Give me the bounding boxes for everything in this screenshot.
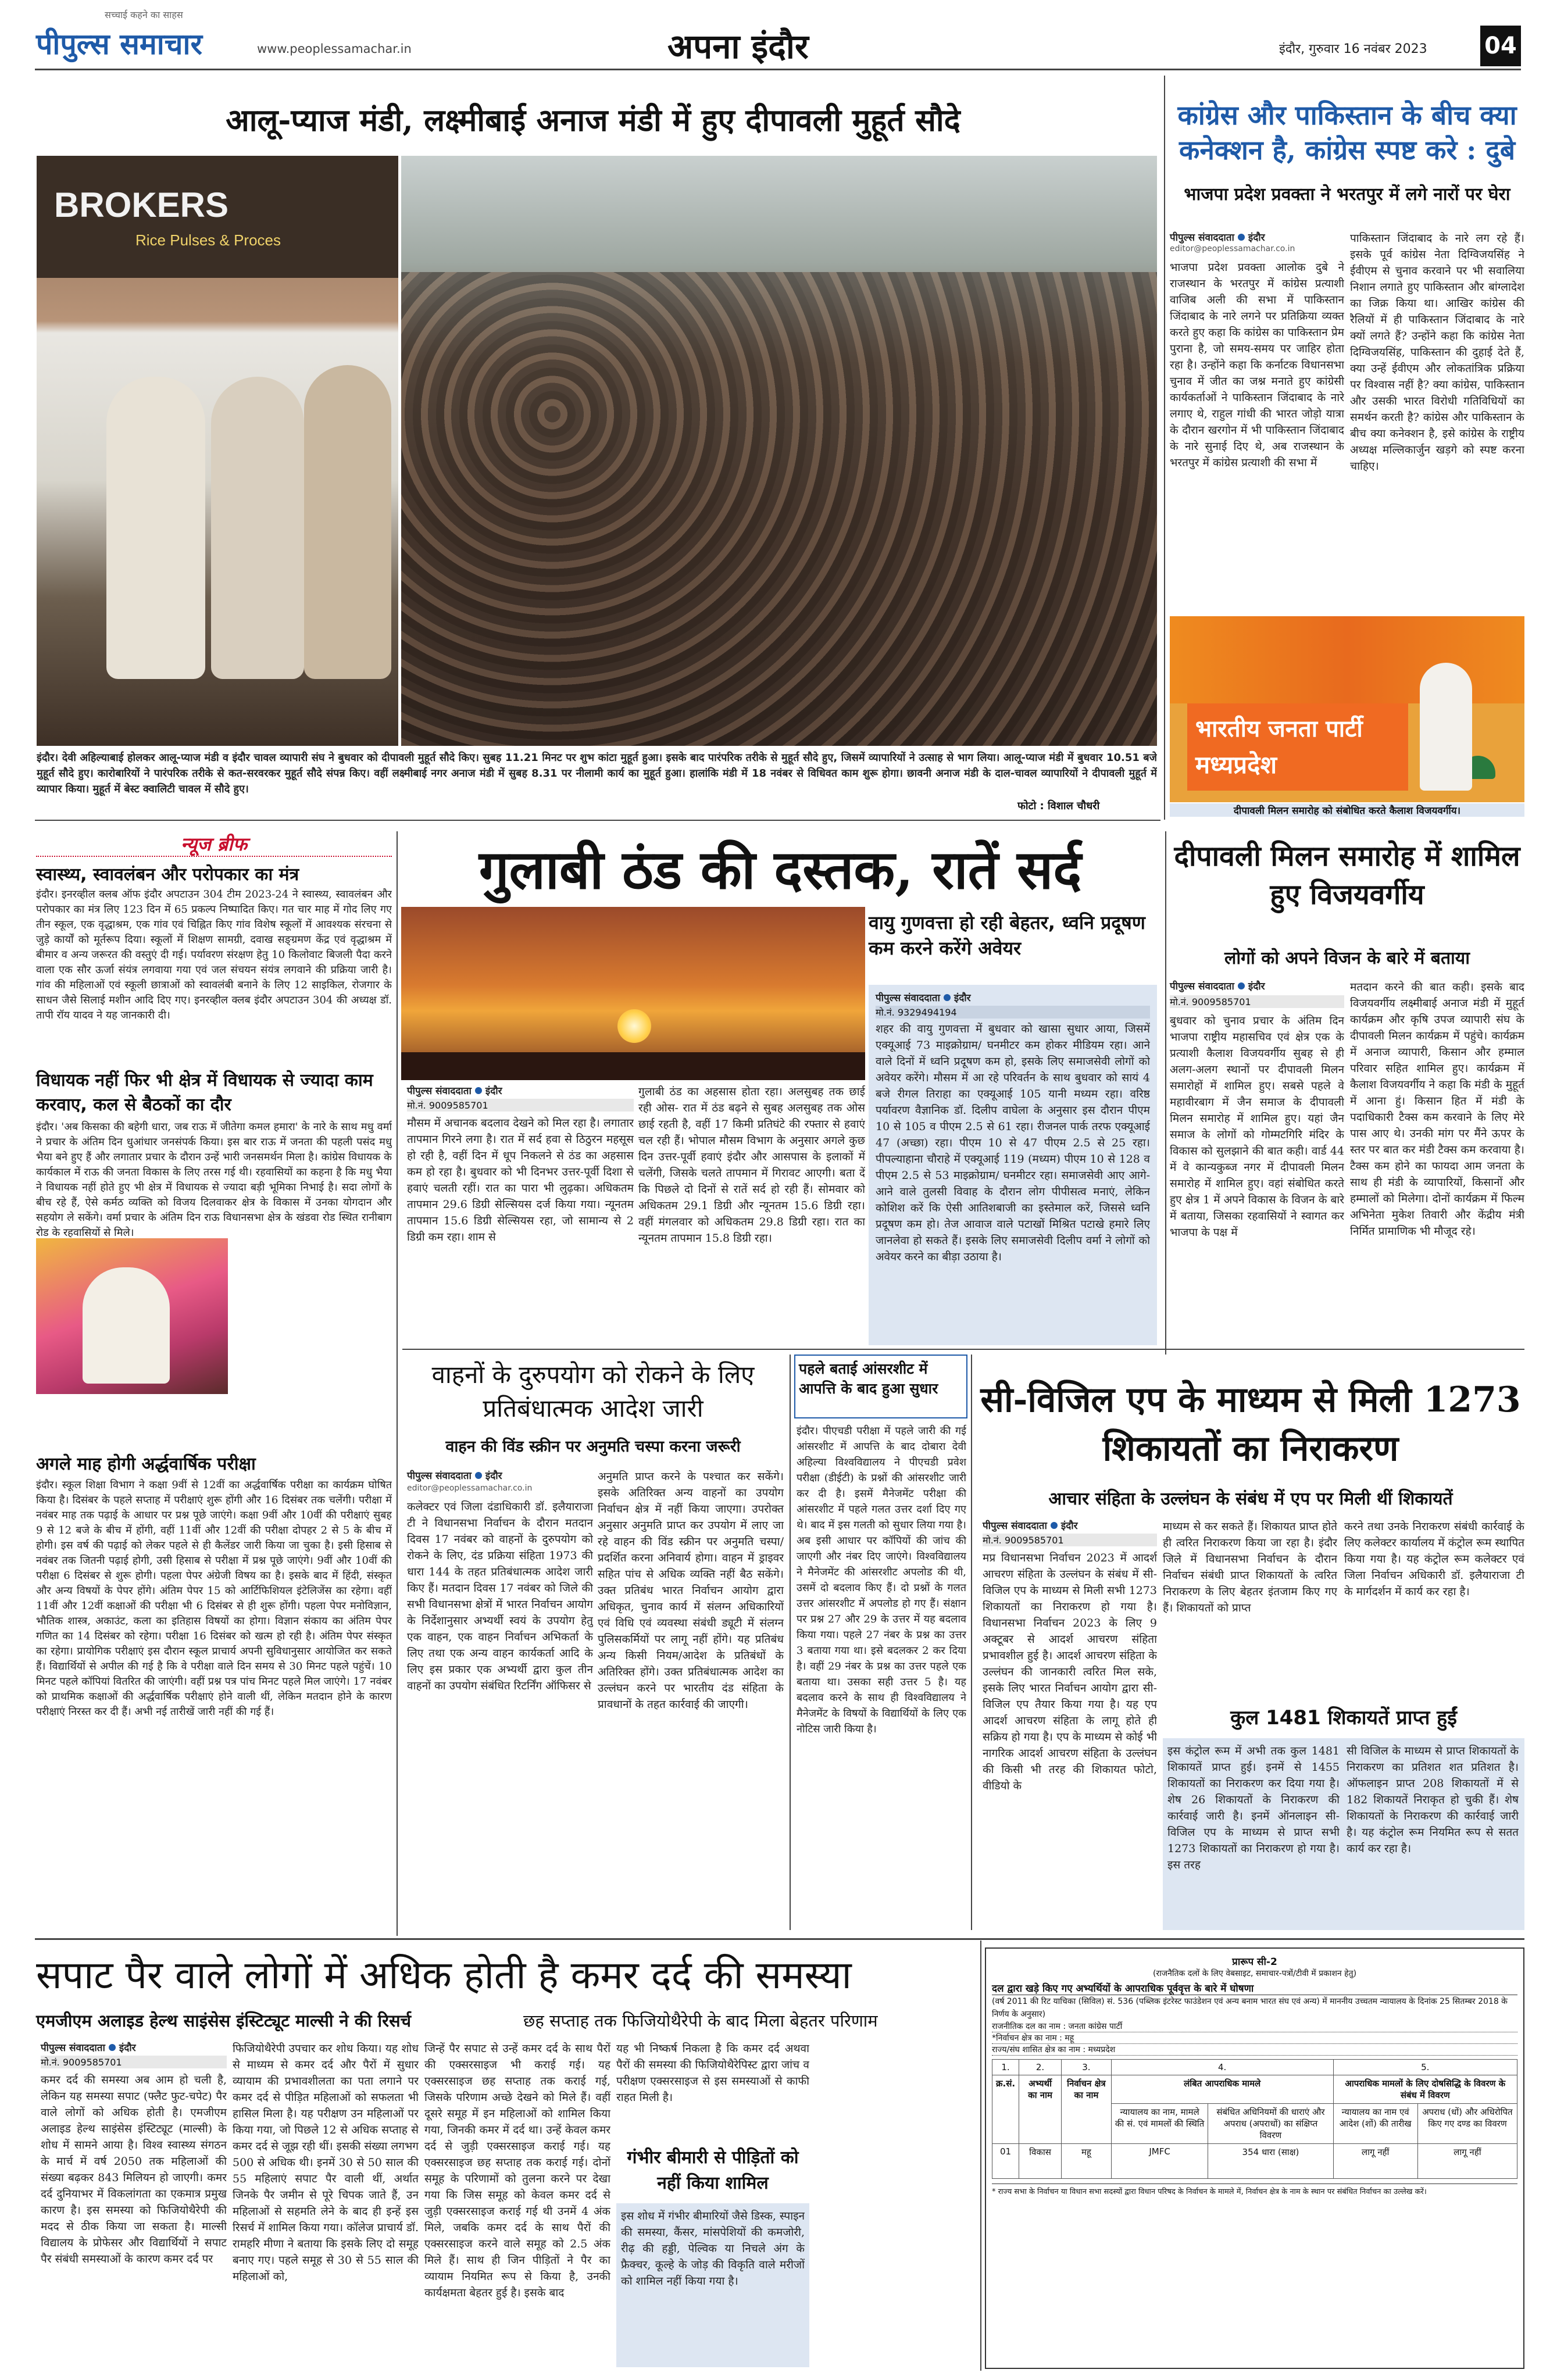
- notice-constituency: *निर्वाचन क्षेत्र का नाम : महू: [992, 2032, 1517, 2044]
- back-subhead-right: छह सप्ताह तक फिजियोथैरेपी के बाद मिला बेहतर परिणाम: [523, 2011, 878, 2031]
- vijay-col2: मतदान करने की बात कही। इसके बाद विजयवर्गीय लक्ष्मीबाई अनाज मंडी में मुहूर्त कार्यक्रम और कृषि उपज व्यापारी संघ के दीपावली मिलन कार्यक्रम में पहुंचे। कार्यक्रम में अनाज व्यापारी, किसान और हम्माल परिवार सहित शामिल हुए। कार्यक्रम में कैलाश विजयवर्गीय ने कहा कि मंडी के मुहूर्त में आना हुं। किसान हित में मंडी के पदाधिकारी टैक्स कम करवाने के लिए मेरे पास आए थे। उनकी मांग पर मैंने ऊपर के स्तर पर बात कर मंडी टैक्स कम करवाया है। टैक्स कम होने का फायदा आम जनता के साथ ही मंडी के व्यापारियों, किसानों और हम्मालों को मिलेगा। दोनों कार्यक्रम में फिल्म अभिनेता मुकेश तिवारी और केंद्रीय मंत्री निर्मित प्रामाणिक भी मौजूद रहे।: [1350, 981, 1524, 1238]
- news-brief-label: [36, 831, 392, 857]
- cold-mobile-right: मो.नं. 9329494194: [876, 1006, 1150, 1019]
- table-cell: 354 धारा (साक्ष): [1208, 2144, 1333, 2179]
- cold-byline-right: [876, 991, 971, 1004]
- masthead-rule: [35, 69, 1521, 70]
- mandi-headline: आलू-प्याज मंडी, लक्ष्मीबाई अनाज मंडी में हुए दीपावली मुहूर्त सौदे: [226, 102, 960, 138]
- answer-headline: पहले बताई आंसरशीट में आपत्ति के बाद हुआ सुधार: [799, 1360, 938, 1397]
- table-header: अभ्यर्थी का नाम: [1019, 2075, 1062, 2144]
- cold-headline: गुलाबी ठंड की दस्तक, रातें सर्द: [478, 838, 1082, 901]
- brief2-head: विधायक नहीं फिर भी क्षेत्र में विधायक से ज्यादा काम करवाए, कल से बैठकों का दौर: [36, 1070, 373, 1115]
- mandi-photo-credit: फोटो : विशाल चौधरी: [1012, 799, 1099, 813]
- vehicle-col2: अनुमति प्राप्त करने के पश्चात कर सकेंगे। इसके अतिरिक्त अन्य वाहनों का उपयोग निर्वाचन क्षेत्र में नहीं किया जाएगा। उपरोक्त अनुसार अनुमति प्राप्त कर उपयोग में लाए जा रहे वाहन की विंड स्क्रीन पर अनुमति चस्पा/प्रदर्शित करना अनिवार्य होगा। वाहन में ड्राइवर सहित पांच से अधिक व्यक्ति नहीं बैठ सकेंगे। उक्त प्रतिबंध भारत निर्वाचन आयोग द्वारा अधिकृत, चुनाव कार्य में संलग्न अधिकारियों एवं विधि एवं व्यवस्था संबंधी ड्यूटी में संलग्न पुलिसकर्मियों पर लागू नहीं होंगे। यह प्रतिबंध अन्य किसी नियम/आदेश के प्रतिबंधों के अतिरिक्त होंगे। उक्त प्रतिबंधात्मक आदेश का उल्लंघन करने पर भारतीय दंड संहिता के प्रावधानों के तहत कार्रवाई की जाएगी।: [598, 1470, 784, 1711]
- table-row: [992, 2144, 1517, 2179]
- table-row: [992, 2060, 1517, 2075]
- shop-sign: [37, 156, 398, 278]
- back-subhead-left: एमजीएम अलाइड हेल्थ साइंसेस इंस्टिट्यूट माल्सी ने की रिसर्च: [36, 2011, 411, 2031]
- byline-city: इंदौर: [954, 992, 971, 1004]
- mandi-photo-crowd: [401, 156, 1157, 746]
- cvigil-box-head: कुल 1481 शिकायतें प्राप्त हुईं: [1230, 1706, 1457, 1729]
- section-divider: [402, 1349, 1524, 1350]
- byline-city: इंदौर: [485, 1085, 502, 1097]
- table-cell: 3.: [1062, 2060, 1112, 2075]
- column-divider: [1165, 831, 1166, 1355]
- congress-photo: [1170, 616, 1524, 802]
- byline-city: इंदौर: [485, 1470, 502, 1482]
- byline-text: पीपुल्स संवाददाता: [983, 1520, 1047, 1532]
- news-brief-title: न्यूज ब्रीफ: [180, 833, 248, 855]
- byline-city: इंदौर: [1060, 1520, 1078, 1532]
- cold-col3: शहर की वायु गुणवत्ता में बुधवार को खासा सुधार आया, जिसमें एक्यूआई 73 माइक्रोग्राम/ घनमीटर कम होकर मीडियम रहा। आने वाले दिनों में ध्वनि प्रदूषण कम हो, इसके लिए समाजसेवी लोगों को अवेयर करेंगे। मौसम में आ रहे परिवर्तन के साथ बुधवार को सायं 4 बजे रीगल तिराहा का एक्यूआई 105 यानी मध्यम रहा। वरिष्ठ पर्यावरण वैज्ञानिक डॉ. दिलीप वाघेला के अनुसार इस दौरान पीएम 10 से 105 व पीएम 2.5 से 61 रहा। रीजनल पार्क तरफ एक्यूआई 47 (अच्छा) रहा। पीएम 10 से 47 पीएम 2.5 से 25 रहा। पीपल्याहाना चौराहे में एक्यूआई 119 (मध्यम) पीएम 10 से 128 व पीएम 2.5 से 53 माइक्रोग्राम/ घनमीटर रहा। समाजसेवी आए आगे- आने वाले तुलसी विवाह के दौरान लोग पीपीसत्व मनाएं, लेकिन कोशिश करें कि ऐसी आतिशबाजी का इस्तेमाल करें, जिससे ध्वनि प्रदूषण कम हो। तेज आवाज वाले पटाखों मिश्रित पटाखे हमारे लिए जानलेवा हो सकते हैं। इसके लिए समाजसेवी दिलीप वर्मा ने लोगों को अवेयर करने का बीड़ा उठाया है।: [876, 1023, 1150, 1263]
- byline-text: पीपुल्स संवाददाता: [1170, 232, 1234, 244]
- notice-title: दल द्वारा खड़े किए गए अभ्यर्थियों के आपराधिक पूर्ववृत्त के बारे में घोषणा: [992, 1981, 1517, 1995]
- column-divider: [971, 1355, 972, 1930]
- congress-headline: कांग्रेस और पाकिस्तान के बीच क्या कनेक्शन है, कांग्रेस स्पष्ट करे : दुबे: [1177, 99, 1517, 166]
- page-number: 04: [1480, 26, 1521, 66]
- back-col2: फिजियोथैरेपी उपचार कर शोध किया। यह शोध से माध्यम से कमर दर्द और पैरों में सुधार व्यायाम की प्रभावशीलता का पता लगाने पर कमर दर्द से पीड़ित महिलाओं को सफलता भी हासिल मिला है। यह परीक्षण उन महिलाओं पर किया गया, जो पिछले 12 से अधिक सप्ताह से कमर दर्द से जूझ रही थीं। इसकी संख्या लगभग 500 से अधिक थी। इनमें 30 से 50 साल की 55 महिलाएं सपाट पैर वाली थीं, अर्थात जिनके पैर जमीन से पूरे चिपक जाते हैं, उन महिलाओं से सहमति लेने के बाद ही इन्हें इस रिसर्च में शामिल किया गया। कॉलेज प्राचार्य डॉ. रामहरि मीणा ने बताया कि इसके लिए दो समूह बनाए गए। पहले समूह से 30 से 55 साल की महिलाओं को,: [233, 2042, 419, 2283]
- bullet-icon: [944, 994, 951, 1001]
- back-col1: कमर दर्द की समस्या अब आम हो चली है, लेकिन यह समस्या सपाट (फ्लैट फुट-चपेट) पैर वाले लोगों को अधिक होती है। एमजीएम अलाइड हेल्थ साइंसेस इंस्टिट्यूट (माल्सी) के शोध में सामने आया है। विश्व स्वास्थ्य संगठन के मार्च में वर्ष 2050 तक महिलाओं की संख्या बढ़कर 843 मिलियन हो जाएगी। कमर दर्द दुनियाभर में विकलांगता का एकमात्र प्रमुख कारण है। इस समस्या को फिजियोथैरेपी की मदद से ठीक किया जा सकता है। माल्सी विद्यालय के प्रोफेसर और विद्यार्थियों ने सपाट पैर संबंधी समस्याओं के कारण कमर दर्द पर: [41, 2074, 227, 2265]
- brief1-head: स्वास्थ्य, स्वावलंबन और परोपकार का मंत्र: [36, 864, 299, 885]
- answer-headline-box: [794, 1355, 967, 1418]
- bullet-icon: [1238, 234, 1245, 241]
- notice-footnote: * राज्य सभा के निर्वाचन या विधान सभा सदस्यों द्वारा विधान परिषद के निर्वाचन के मामले में, निर्वाचन क्षेत्र के नाम के स्थान पर संबंधित निर्वाचन का उल्लेख करें।: [992, 2184, 1517, 2198]
- cvigil-col1: मप्र विधानसभा निर्वाचन 2023 में आदर्श आचरण संहिता के उल्लंघन के संबंध में सी-विजिल एप के माध्यम से मिली सभी 1273 शिकायतों का निराकरण हो गया है। विधानसभा निर्वाचन 2023 के लिए 9 अक्टूबर से आदर्श आचरण संहिता प्रभावशील हुई है। आदर्श आचरण संहिता के उल्लंघन की जानकारी त्वरित मिल सके, इसके लिए भारत निर्वाचन आयोग द्वारा सी-विजिल एप तैयार किया गया है। यह एप आदर्श आचरण संहिता के लागू होते ही सक्रिय हो गया है। एप के माध्यम से कोई भी नागरिक आदर्श आचरण संहिता के उल्लंघन की किसी भी तरह की शिकायत फोटो, वीडियो के: [983, 1552, 1157, 1792]
- brief3-head: अगले माह होगी अर्द्धवार्षिक परीक्षा: [36, 1454, 256, 1474]
- vehicle-email[interactable]: editor@peoplessamachar.co.in: [407, 1484, 533, 1493]
- vehicle-byline: [407, 1468, 502, 1482]
- tree-silhouette: [401, 1052, 865, 1080]
- notice-table: [992, 2059, 1517, 2179]
- congress-byline: [1170, 230, 1265, 244]
- congress-email[interactable]: editor@peoplessamachar.co.in: [1170, 244, 1295, 253]
- section-title-text: अपना इंदौर: [667, 27, 809, 66]
- congress-col2: पाकिस्तान जिंदाबाद के नारे लग रहे हैं। इसके पूर्व कांग्रेस नेता दिग्विजयसिंह ने ईवीएम से चुनाव करवाने पर भी सवालिया निशान लगाते हुए पाकिस्तान और बांग्लादेश का जिक्र किया था। आखिर कांग्रेस की रैलियों में ही पाकिस्तान जिंदाबाद के नारे क्यों लगते हैं? उन्होंने कहा कि कांग्रेस नेता दिग्विजयसिंह, पाकिस्तान की दुहाई देते हैं, क्या उन्हें ईवीएम और लोकतांत्रिक प्रक्रिया पर विश्वास नहीं है? क्या कांग्रेस, पाकिस्तान और उसकी भारत विरोधी गतिविधियों का समर्थन करती है? कांग्रेस और पाकिस्तान के बीच क्या कनेक्शन है, इसे कांग्रेस के राष्ट्रीय अध्यक्ष मल्लिकार्जुन खड़गे को स्पष्ट करना चाहिए।: [1350, 232, 1524, 473]
- speaker-figure: [1420, 663, 1472, 791]
- notice-form-title: प्रारूप सी-2: [1232, 1956, 1277, 1968]
- cold-col1: मौसम में अचानक बदलाव देखने को मिल रहा है। लगातार तापमान गिरने लगा है। रात में सर्द हवा से ठिठुरन महसूस हो रही है, वहीं दिन में धूप निकलने से ठंड का अहसास कम हो रहा है। बुधवार को भी दिनभर उत्तर-पूर्वी दिशा से हवाएं चलती रहीं। रात का पारा भी लुढ़का। अधिकतम तापमान 29.6 डिग्री सेल्सियस दर्ज किया गया। न्यूनतम तापमान 15.6 डिग्री सेल्सियस रहा, जो सामान्य से 2 डिग्री कम रहा। शाम से: [407, 1117, 634, 1243]
- table-cell: 01: [992, 2144, 1019, 2179]
- shop-sign-subtext: Rice Pulses & Proces: [135, 231, 281, 249]
- cvigil-box-col1: इस कंट्रोल रूम में अभी तक कुल 1481 शिकायतें प्राप्त हुई। इनमें से 1455 शिकायतों का निराकरण कर दिया गया है। शेष 26 शिकायतों के निराकरण की कार्रवाई जारी है। इनमें ऑनलाइन सी-विजिल एप के माध्यम से प्राप्त सभी 1273 शिकायतों का निराकरण हो गया है। इस तरह: [1167, 1745, 1340, 1871]
- table-header: निर्वाचन क्षेत्र का नाम: [1062, 2075, 1112, 2144]
- back-col4: यह भी निष्कर्ष निकला है कि कमर दर्द अथवा पैरों की समस्या की फिजियोथैरेपिस्ट द्वारा जांच व परीक्षण एक्सरसाइज से इस समस्याओं से काफी राहत मिली है।: [616, 2042, 809, 2104]
- byline-text: पीपुल्स संवाददाता: [407, 1470, 472, 1482]
- masthead: [0, 0, 1557, 65]
- congress-col1: भाजपा प्रदेश प्रवक्ता आलोक दुबे ने राजस्थान के भरतपुर में कांग्रेस प्रत्याशी वाजिब अली की सभा में पाकिस्तान जिंदाबाद के नारे लगने पर प्रतिक्रिया व्यक्त करते हुए कहा कि कांग्रेस का पाकिस्तान प्रेम पुराना है, जो समय-समय पर जाहिर होता रहा है। उन्होंने कहा कि कर्नाटक विधानसभा चुनाव में जीत का जश्न मनाते हुए कांग्रेसी कार्यकर्ताओं ने पाकिस्तान जिंदाबाद के नारे लगाए थे, राहुल गांधी की भारत जोड़ो यात्रा के दौरान खरगोन में भी पाकिस्तान जिंदाबाद के नारे सुनाई दिए थे, अब राजस्थान के भरतपुर में कांग्रेस प्रत्याशी की सभा में: [1170, 261, 1344, 469]
- sun: [617, 1009, 651, 1043]
- back-box-head: गंभीर बीमारी से पीड़ितों को नहीं किया शामिल: [627, 2147, 799, 2193]
- back-byline: [41, 2040, 136, 2054]
- byline-text: पीपुल्स संवाददाता: [1170, 981, 1234, 992]
- congress-subhead: भाजपा प्रदेश प्रवक्ता ने भरतपुर में लगे नारों पर घेरा: [1184, 184, 1510, 205]
- vijay-headline: दीपावली मिलन समारोह में शामिल हुए विजयवर्गीय: [1174, 840, 1520, 911]
- byline-city: इंदौर: [1248, 981, 1265, 992]
- byline-text: पीपुल्स संवाददाता: [41, 2042, 105, 2054]
- section-divider: [35, 1938, 1524, 1940]
- bullet-icon: [109, 2044, 116, 2051]
- section-title: [667, 22, 809, 68]
- vehicle-col1: कलेक्टर एवं जिला दंडाधिकारी डॉ. इलैयाराजा टी ने विधानसभा निर्वाचन के दौरान मतदान दिवस 17 नवंबर को वाहनों के दुरुपयोग को रोकने के लिए, दंड प्रक्रिया संहिता 1973 की धारा 144 के तहत प्रतिबंधात्मक आदेश जारी किए हैं। मतदान दिवस 17 नवंबर को जिले की सभी विधानसभा क्षेत्रों में भारत निर्वाचन आयोग के निर्देशानुसार अभ्यर्थी स्वयं के उपयोग हेतु एक वाहन, एक वाहन निर्वाचन अभिकर्ता के लिए तथा एक अन्य वाहन कार्यकर्ता आदि के लिए इस प्रकार एक अभ्यर्थी द्वारा कुल तीन वाहनों का उपयोग संबंधित रिटर्निंग ऑफिसर से: [407, 1500, 593, 1692]
- answer-text: इंदौर। पीएचडी परीक्षा में पहले जारी की गई आंसरशीट में आपत्ति के बाद दोबारा देवी अहिल्या विश्वविद्यालय ने पीएचडी प्रवेश परीक्षा (डीईटी) के प्रश्नों की आंसरशीट जारी कर दी है। इसमें मैनेजमेंट परीक्षा की आंसरशीट में पहले गलत उत्तर दर्शा दिए गए थे। बाद में इस गलती को सुधार लिया गया है। अब इसी आधार पर कॉपियों की जांच की जाएगी और नंबर दिए जाएंगे। विश्वविद्यालय ने मैनेजमेंट की आंसरशीट अपलोड की थी, उसमें दो बदलाव किए हैं। दो प्रश्नों के गलत उत्तर आंसरशीट में अपलोड हो गए हैं। संक्षान पर प्रश्न 27 और 29 के उत्तर में यह बदलाव किया गया। पहले 27 नंबर के प्रश्न का उत्तर 3 बताया गया था। इसे बदलकर 2 कर दिया है। वहीं 29 नंबर के प्रश्न का उत्तर पहले एक बताया था। उसका सही उत्तर 5 है। यह बदलाव करने के साथ ही विश्वविद्यालय ने मैनेजमेंट के विषयों के विद्यार्थियों के लिए एक नोटिस जारी किया है।: [797, 1425, 966, 1735]
- bullet-icon: [1238, 982, 1245, 989]
- brief1-text: इंदौर। इनरव्हील क्लब ऑफ इंदौर अपटाउन 304 टीम 2023-24 ने स्वास्थ्य, स्वावलंबन और परोपकार का मंत्र लिए 123 दिन में 65 प्रकल्प निष्पादित किए। गत चार माह में गोद लिए गए तीन स्कूल, एक वृद्धाश्रम, एक गांव एवं चिह्नित किए गांव विशेष स्कूलों में आवश्यक संरचना से जुड़े कार्यों को मूर्तरूप दिया। स्कूलों में शिक्षण सामग्री, दवाख सङ्ग्रमण केंद्र एवं वृद्धाश्रम में बीमार व अन्य जरूरत की वस्तुएं दी गई। पर्यावरण संरक्षण हेतु 10 किलोवाट बिजली पैदा करने वाला एक सौर ऊर्जा संयंत्र लगवाया गया एवं जल संचयन संयंत्र लगवाने की प्रक्रिया जारी है। गांव की महिलाओं एवं स्कूली छात्राओं को स्वावलंबी बनाने के लिए 12 साइकिल, रोजगार के साधन जैसे सिलाई मशीन आदि दिए गए। इनरव्हील क्लब इंदौर अपटाउन 304 की अध्यक्ष डॉ. तापी रॉय यादव ने यह जानकारी दी।: [36, 888, 392, 1021]
- back-box-text: इस शोध में गंभीर बीमारियों जैसे डिस्क, स्पाइन की समस्या, कैंसर, मांसपेशियों की कमजोरी, रीढ़ की हड्डी, पेल्विक या निचले अंग के फ्रैक्चर, कूल्हे के जोड़ की विकृति वाले मरीजों को शामिल नहीं किया गया है।: [621, 2210, 805, 2288]
- cvigil-box: [1163, 1738, 1524, 1930]
- table-cell: 4.: [1111, 2060, 1333, 2075]
- notice-state: राज्य/संघ शासित क्षेत्र का नाम : मध्यप्रदेश: [992, 2044, 1517, 2056]
- congress-photo-caption: दीपावली मिलन समारोह को संबोधित करते कैलाश विजयवर्गीय।: [1170, 803, 1524, 817]
- bullet-icon: [475, 1087, 482, 1094]
- table-header: आपराधिक मामलों के लिए दोषसिद्धि के विवरण के संबंध में विवरण: [1333, 2075, 1517, 2104]
- back-headline: सपाट पैर वाले लोगों में अधिक होती है कमर दर्द की समस्या: [36, 1953, 852, 1997]
- person-figure: [304, 365, 391, 679]
- brief3-text: इंदौर। स्कूल शिक्षा विभाग ने कक्षा 9वीं से 12वीं का अर्द्धवार्षिक परीक्षा का कार्यक्रम घोषित किया है। दिसंबर के पहले सप्ताह में परीक्षाएं शुरू होंगी और 16 दिसंबर तक चलेंगी। परीक्षा में नवंबर माह तक पढ़ाई के आधार पर प्रश्न पूछे जाएंगे। कक्षा 9वीं और 10वीं की परीक्षाएं सुबह 9 से 12 बजे के बीच में होंगी, वहीं 11वीं और 12वीं की परीक्षा दोपहर 2 से 5 के बीच में होगी। इस वर्ष की पढ़ाई को लेकर पहले से ही कैलेंडर जारी किया जा चुका है। इसी हिसाब से नवंबर तक जितनी पढ़ाई होगी, उसी हिसाब से परीक्षा में प्रश्न पूछे जाएंगे। 9वीं और 10वीं की परीक्षा 6 दिसंबर से शुरू होगी। पहला पेपर अंग्रेजी विषय का है। इसके बाद में हिंदी, संस्कृत और अन्य विषयों के पेपर होंगे। अंतिम पेपर 15 को आर्टिफिशियल इंटेलिजेंस का रहेगा। वहीं 11वीं और 12वीं कक्षाओं की परीक्षा भी 6 दिसंबर से ही शुरू होंगी। पहला पेपर मनोविज्ञान, भौतिक शास्त्र, अकाउंट, कला का इतिहास विषयों का होगा। विज्ञान संकाय का अंतिम पेपर गणित का 14 दिसंबर को रहेगा। परीक्षा 16 दिसंबर को खत्म हो रही है। अंतिम पेपर संस्कृत का रहेगा। प्रायोगिक परीक्षाएं इस दौरान स्कूल प्राचार्य अपनी सुविधानुसार आयोजित कर सकते हैं। विद्यार्थियों से अपील की गई है कि वे परीक्षा वाले दिन समय से 30 मिनट पहले पहुंचें। 10 मिनट पहले कॉपियां वितरित की जाएंगी। वहीं प्रश्न पत्र पांच मिनट पहले मिल जाएंगे। 17 नवंबर को प्राथमिक कक्षाओं की अर्द्धवार्षिक परीक्षाएं होने वाली थीं, लेकिन मतदान होने के कारण परीक्षाएं निरस्त कर दी हैं। अभी नई तारीखें जारी नहीं की गई हैं।: [36, 1479, 392, 1718]
- byline-text: पीपुल्स संवाददाता: [876, 992, 940, 1004]
- table-cell: 1.: [992, 2060, 1019, 2075]
- vehicle-headline: वाहनों के दुरुपयोग को रोकने के लिए प्रतिबंधात्मक आदेश जारी: [431, 1360, 755, 1423]
- mandi-photo-left: [37, 156, 398, 746]
- shop-sign-text: BROKERS: [54, 185, 229, 224]
- vehicle-subhead: वाहन की विंड स्क्रीन पर अनुमति चस्पा करना जरूरी: [445, 1438, 741, 1456]
- cold-side-subhead: वायु गुणवत्ता हो रही बेहतर, ध्वनि प्रदूषण कम करने करेंगे अवेयर: [869, 912, 1145, 959]
- cvigil-col3: करने तथा उनके निराकरण संबंधी कार्रवाई के लिए कलेक्टर कार्यालय में कंट्रोल रूम स्थापित किया गया है। यह कंट्रोल रूम कलेक्टर एवं जिला निर्वाचन अधिकारी डॉ. इलैयाराजा टी के मार्गदर्शन में कार्य कर रहा है।: [1344, 1520, 1524, 1598]
- cvigil-box-col2: सी विजिल के माध्यम से प्राप्त शिकायतों के निराकरण का प्रतिशत शत प्रतिशत है। ऑफलाइन प्राप्त 208 शिकायतों में से 182 शिकायतें निराकृत हो चुकी हैं। शेष शिकायतों के निराकरण की कार्रवाई जारी है। यह कंट्रोल रूम नियमित रूप से सतत कार्य कर रहा है।: [1347, 1745, 1519, 1855]
- byline-city: इंदौर: [119, 2042, 136, 2054]
- back-mobile: मो.नं. 9009585701: [41, 2056, 227, 2068]
- sunset-photo: [401, 907, 865, 1080]
- table-cell: लागू नहीं: [1333, 2144, 1417, 2179]
- site-url[interactable]: www.peoplessamachar.in: [257, 42, 412, 56]
- cvigil-headline: सी-विजिल एप के माध्यम से मिली 1273 शिकायतों का निराकरण: [980, 1380, 1521, 1469]
- cvigil-col2: माध्यम से कर सकते हैं। शिकायत प्राप्त होते ही त्वरित निराकरण किया जा रहा है। इंदौर जिले में विधानसभा निर्वाचन के दौरान निर्वाचन संबंधी प्राप्त शिकायतों के त्वरित निराकरण के लिए बेहतर इंतजाम किए गए हैं। शिकायतों को प्राप्त: [1163, 1520, 1337, 1614]
- cold-byline-left: [407, 1084, 502, 1097]
- table-header: लंबित आपराधिक मामले: [1111, 2075, 1333, 2104]
- table-cell: 5.: [1333, 2060, 1517, 2075]
- cold-col2: गुलाबी ठंड का अहसास होता रहा। अलसुबह तक छाई रही ओस- रात में ठंड बढ़ने से सुबह अलसुबह तक ओस छाई रहती है, वहीं 17 किमी प्रतिघंटे की रफ्तार से हवाएं चल रही हैं। भोपाल मौसम विभाग के अनुसार अगले कुछ दिन उत्तर-पूर्वी हवाएं इंदौर और आसपास के इलाकों में चलेंगी, जिसके चलते तापमान में गिरावट आएगी। बता दें कि पिछले दो दिनों से रातें सर्द हो रही हैं। सोमवार को अधिकतम 29.1 डिग्री और न्यूनतम 15.6 डिग्री रहा। वहीं मंगलवार को अधिकतम 29.8 डिग्री रहा। रात का न्यूनतम तापमान 15.8 डिग्री रहा।: [638, 1085, 865, 1245]
- brand-tagline: सच्चाई कहने का साहस: [105, 9, 183, 20]
- section-divider: [35, 820, 1160, 821]
- table-header: संबंधित अधिनियमों की धाराएं और अपराध (अपराधों) का संक्षिप्त विवरण: [1208, 2104, 1333, 2144]
- person-figure: [211, 377, 304, 679]
- back-box: [616, 2203, 809, 2367]
- cvigil-mobile: मो.नं. 9009585701: [983, 1534, 1157, 1546]
- bjp-banner: [1187, 703, 1408, 791]
- bullet-icon: [475, 1472, 482, 1479]
- notice-party: राजनीतिक दल का नाम : जनता कांग्रेस पार्टी: [992, 2021, 1517, 2032]
- bjp-banner-line1: भारतीय जनता पार्टी: [1195, 716, 1363, 742]
- column-divider: [1164, 76, 1165, 820]
- table-cell: JMFC: [1111, 2144, 1208, 2179]
- byline-text: पीपुल्स संवाददाता: [407, 1085, 472, 1097]
- brief2-text: इंदौर। 'अब किसका की बहेगी धारा, जब राऊ में जीतेगा कमल हमारा' के नारे के साथ मधु वर्मा ने प्रचार के अंतिम दिन धुआंधार जनसंपर्क किया। इस बार राऊ में जनता की पहली पसंद मधु भैया बने हुए हैं और लगातार प्रचार के दौरान उन्हें भारी जनसमर्थन मिला है। कांग्रेस विधायक के कार्यकाल में राऊ की जनता विकास के लिए तरस गई थी। रहवासियों का कहना है कि मधु भैया ने विधायक नहीं होते हुए भी क्षेत्र में विधायक से ज्यादा बड़ी भूमिका निभाई है। सदा लोगों के बीच रहे हैं, ऐसे कर्मठ व्यक्ति को विजय दिलवाकर क्षेत्र के विकास में उनका योगदान और सहयोग ले सकेंगे। वर्मा प्रचार के अंतिम दिन राऊ विधानसभा क्षेत्र के खंडवा रोड स्थित रानीबाग रोड के रहवासियों से मिले।: [36, 1121, 392, 1239]
- column-divider: [397, 831, 398, 1936]
- cvigil-subhead: आचार संहिता के उल्लंघन के संबंध में एप पर मिली थीं शिकायतें: [1048, 1489, 1453, 1509]
- column-divider: [980, 1941, 981, 2371]
- mandi-caption: इंदौर। देवी अहिल्याबाई होलकर आलू-प्याज मंडी व इंदौर चावल व्यापारी संघ ने बुधवार को दीपावली मुहूर्त सौदे किए। सुबह 11.21 मिनट पर शुभ कांटा मुहूर्त हुआ। इसके बाद पारंपरिक तरीके से मुहूर्त सौदे हुए, जिसमें व्यापारियों ने उत्साह से भाग लिया। आलू-प्याज मंडी में बुधवार 10.51 बजे मुहूर्त सौदे हुए। कारोबारियों ने पारंपरिक तरीके से कत-सरवरकर मुहूर्त सौदे संपन्न किए। वहीं लक्ष्मीबाई नगर अनाज मंडी में सुबह 8.31 पर नीलामी कार्य का मुहूर्त हुआ। हालांकि मंडी में 18 नवंबर से विधिवत काम शुरू होगा। छावनी अनाज मंडी के दाल-चावल व्यापारियों ने दीपावली मुहूर्त में व्यापार किया। मुहूर्त में बेस्ट क्वालिटी चावल में सौदे हुए।: [37, 752, 1157, 795]
- table-header: क्र.सं.: [992, 2075, 1019, 2144]
- brand-logo: पीपुल्स समाचार: [36, 27, 202, 61]
- vijay-mobile: मो.नं. 9009585701: [1170, 995, 1344, 1008]
- table-cell: लागू नहीं: [1417, 2144, 1517, 2179]
- legal-notice: [985, 1947, 1524, 2369]
- vijay-byline: [1170, 979, 1265, 992]
- table-header: न्यायालय का नाम एवं आदेश (शों) की तारीख: [1333, 2104, 1417, 2144]
- notice-form-sub: (राजनैतिक दलों के लिए वेबसाइट, समाचार-पत्रों/टीवी में प्रकाशन हेतु): [1152, 1969, 1357, 1978]
- column-divider: [790, 1355, 791, 1930]
- notice-para: (वर्ष 2011 की रिट याचिका (सिविल) सं. 536 (पब्लिक इंटरेस्ट फाउंडेशन एवं अन्य बनाम भारत संघ एवं अन्य) में माननीय उच्चतम न्यायालय के दिनांक 25 सितम्बर 2018 के निर्णय के अनुसार): [992, 1997, 1508, 2019]
- table-header: अपराध (धों) और अधिरोपित किए गए दण्ड का विवरण: [1417, 2104, 1517, 2144]
- table-row: [992, 2075, 1517, 2104]
- crowd-texture: [401, 272, 1157, 746]
- cold-side-box: [869, 985, 1157, 1345]
- back-col3: जिन्हें पैर सपाट से उन्हें कमर दर्द के साथ पैरों की एक्सरसाइज भी कराई गई। यह एक्सरसाइज छह सप्ताह तक कराई गई, जिसके परिणाम अच्छे देखने को मिले हैं। वहीं दूसरे समूह में इन महिलाओं को शामिल किया गया, जिनकी कमर में दर्द था। उन्हें केवल कमर दर्द से जुड़ी एक्सरसाइज कराई गई। यह एक्सरसाइज छह सप्ताह तक कराई गई। दोनों समूह के परिणामों को तुलना करने पर देखा गया कि जिस समूह को केवल कमर दर्द से जुड़ी एक्सरसाइज कराई गई थी उनमें 4 अंक मिले, जबकि कमर दर्द के साथ पैरों की एक्सरसाइज करने वाले समूह को 2.5 अंक मिले हैं। साथ ही जिन पीड़ितों ने पैर का व्यायाम नियमित रूप से किया है, उनकी कार्यक्षमता बेहतर हुई है। इसके बाद: [424, 2042, 610, 2299]
- bjp-banner-line2: मध्यप्रदेश: [1195, 751, 1277, 779]
- table-header: न्यायालय का नाम, मामले की सं. एवं मामलों की स्थिति: [1111, 2104, 1208, 2144]
- person-figure: [106, 377, 205, 679]
- cvigil-byline: [983, 1518, 1078, 1532]
- vijay-col1: बुधवार को चुनाव प्रचार के अंतिम दिन भाजपा राष्ट्रीय महासचिव एवं क्षेत्र एक के प्रत्याशी कैलाश विजयवर्गीय सुबह से ही अलग-अलग स्थानों पर दीपावली मिलन समारोहों में शामिल हुए। सबसे पहले वे महावीरबाग में जैन समाज के दीपावली मिलन समारोह में शामिल हुए। यहां जैन समाज के लोगों को गोम्मटगिरि मंदिर के विकास को सुलझाने की बात कही। वार्ड 44 में वे कान्यकुब्ज नगर में दीपावली मिलन समारोह में शामिल हुए। वहां संबोधित करते हुए क्षेत्र 1 में अपने विकास के विजन के बारे में बताया, जिसका रहवासियों ने स्वागत कर भाजपा के पक्ष में: [1170, 1014, 1344, 1239]
- table-cell: 2.: [1019, 2060, 1062, 2075]
- vijay-subhead: लोगों को अपने विजन के बारे में बताया: [1224, 948, 1470, 969]
- cold-mobile-left: मो.नं. 9009585701: [407, 1099, 634, 1112]
- byline-city: इंदौर: [1248, 232, 1265, 244]
- bullet-icon: [1051, 1522, 1058, 1529]
- dateline: इंदौर, गुरुवार 16 नवंबर 2023: [1279, 42, 1427, 56]
- table-cell: महू: [1062, 2144, 1112, 2179]
- table-cell: विकास: [1019, 2144, 1062, 2179]
